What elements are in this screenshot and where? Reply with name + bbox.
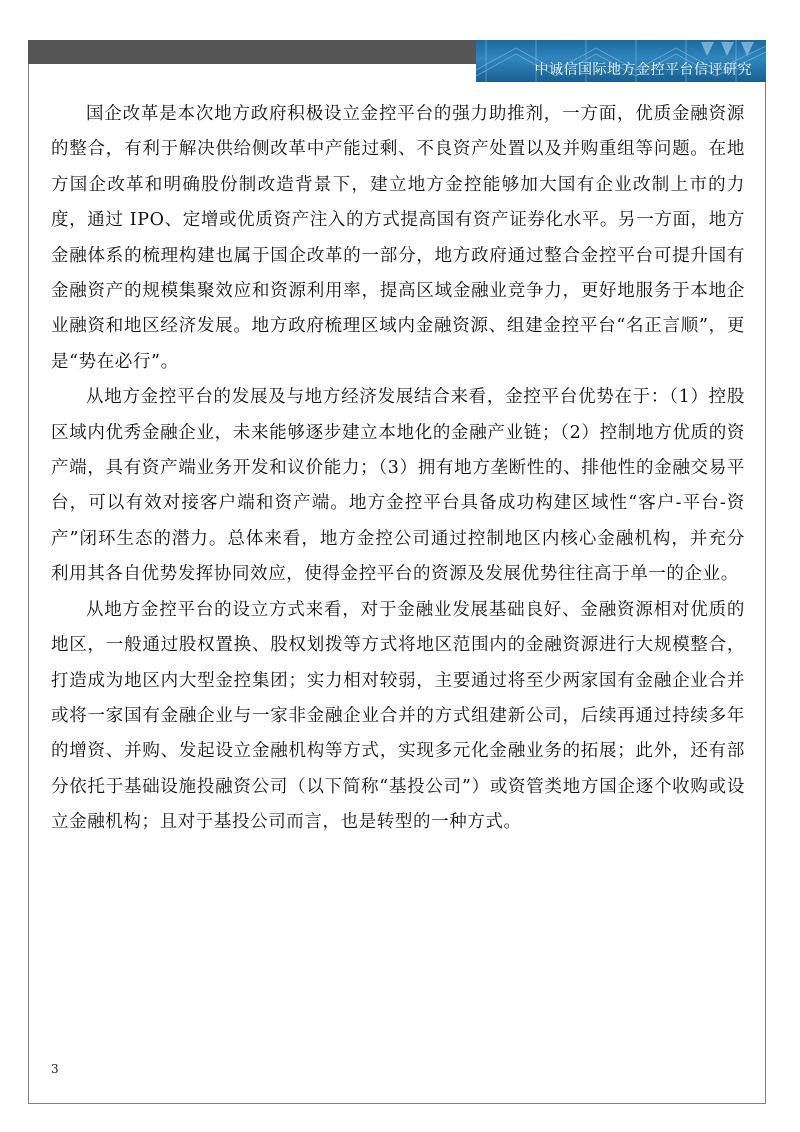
page-number: 3 [51,1062,59,1076]
paragraph-1: 国企改革是本次地方政府积极设立金控平台的强力助推剂，一方面，优质金融资源的整合，有利于解决供给侧改革中产能过剩、不良资产处置以及并购重组等问题。在地方国企改革和明确股份制改造背景下，建立地方金控能够加大国有企业改制上市的力度，通过 IPO、定增或优质资产注入的方式提高国有资产证券化水平。另一方面，地方金融体系的梳理构建也属于国企改革的一部分，地方政府通过整合金控平台可提升国有金融资产的规模集聚效应和资源利用率，提高区域金融业竞争力，更好地服务于本地企业融资和地区经济发展。地方政府梳理区域内金融资源、组建金控平台“名正言顺”，更是“势在必行”。 [51,104,745,372]
header-banner [476,40,766,82]
paragraph-2: 从地方金控平台的发展及与地方经济发展结合来看，金控平台优势在于：（1）控股区域内优秀金融企业，未来能够逐步建立本地化的金融产业链；（2）控制地方优质的资产端，具有资产端业务开发和议价能力；（3）拥有地方垄断性的、排他性的金融交易平台，可以有效对接客户端和资产端。地方金控平台具备成功构建区域性“客户-平台-资产”闭环生态的潜力。总体来看，地方金控公司通过控制地区内核心金融机构，并充分利用其各自优势发挥协同效应，使得金控平台的资源及发展优势往往高于单一的企业。 [51,387,745,585]
header-title: 中诚信国际地方金控平台信评研究 [534,62,752,78]
document-body [51,97,745,841]
paragraph-3: 从地方金控平台的设立方式来看，对于金融业发展基础良好、金融资源相对优质的地区，一般通过股权置换、股权划拨等方式将地区范围内的金融资源进行大规模整合，打造成为地区内大型金控集团；实力相对较弱，主要通过将至少两家国有金融企业合并或将一家国有金融企业与一家非金融企业合并的方式组建新公司，后续再通过持续多年的增资、并购、发起设立金融机构等方式，实现多元化金融业务的拓展；此外，还有部分依托于基础设施投融资公司（以下简称“基投公司”）或资管类地方国企逐个收购或设立金融机构；且对于基投公司而言，也是转型的一种方式。 [51,599,745,833]
